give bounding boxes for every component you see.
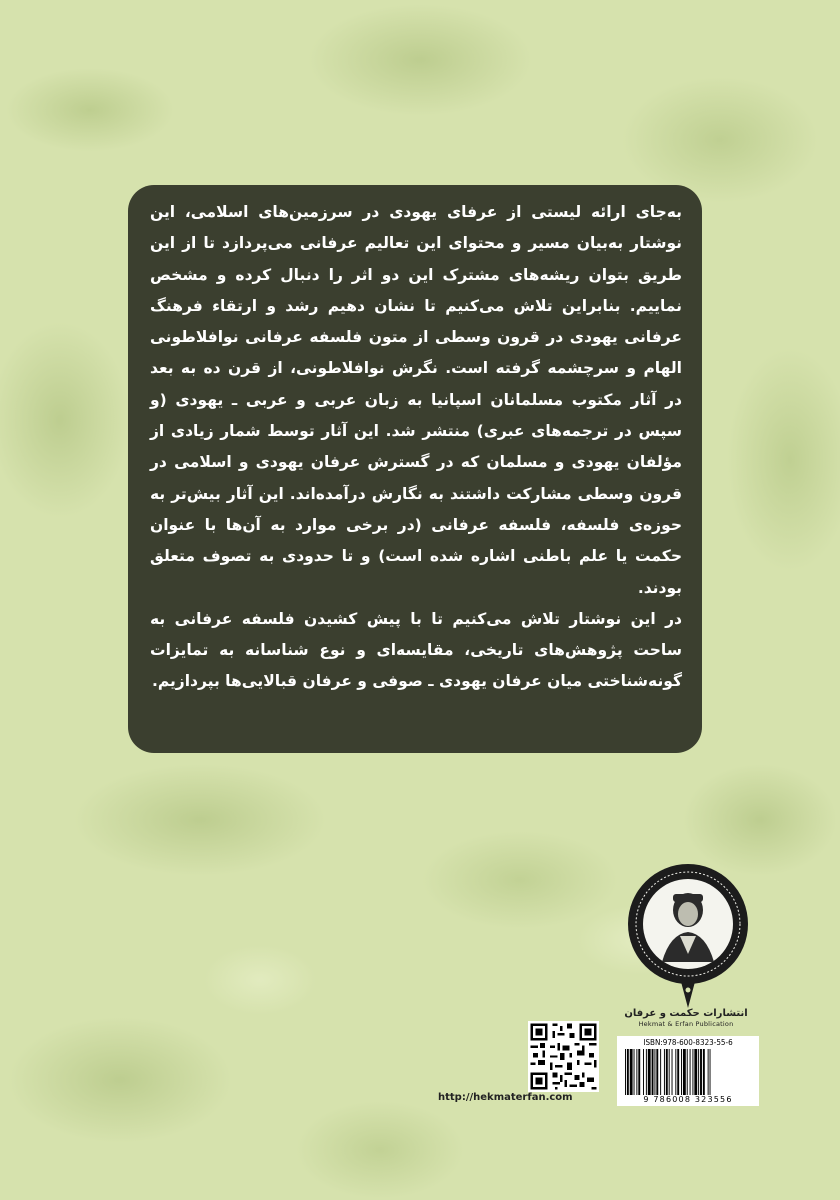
qr-code (528, 1021, 599, 1092)
publisher-website: http://hekmaterfan.com (438, 1092, 573, 1103)
back-cover-blurb (128, 185, 702, 753)
blurb-paragraph-2: در این نوشتار تلاش می‌کنیم تا با پیش کشیدن فلسفه عرفانی به ساحت پژوهش‌های تاریخی، مقایسه‌ای و نوع شناسانه به تمایزات گونه‌شناختی میان عرفان یهودی ـ صوفی و عرفان قبالایی‌ها بپردازیم. (150, 609, 682, 691)
isbn-label: ISBN:978-600-8323-55-6 (643, 1038, 733, 1047)
publisher-name (606, 1008, 766, 1029)
isbn-digits: 9 786008 323556 (643, 1095, 733, 1104)
blurb-paragraph-1: به‌جای ارائه لیستی از عرفای یهودی در سرزمین‌های اسلامی، این نوشتار به‌بیان مسیر و محتوای این تعالیم عرفانی می‌پردازد تا از این طریق بتوان ریشه‌های مشترک این دو اثر را دنبال کرده و مشخص نماییم. بنابراین تلاش می‌کنیم تا نشان دهیم رشد و ارتقاء فرهنگ عرفانی یهودی در قرون وسطی از متون فلسفه عرفانی نوافلاطونی الهام و سرچشمه گرفته است. نگرش نوافلاطونی، از قرن ده به بعد در آثار مکتوب مسلمانان اسپانیا به زبان عربی و عربی ـ یهودی (و سپس در ترجمه‌های عبری) منتشر شد. این آثار توسط شمار زیادی از مؤلفان یهودی و مسلمان که در گسترش عرفان یهودی و اسلامی در قرون وسطی مشارکت داشتند به نگارش درآمده‌اند. این آثار بیش‌تر به حوزه‌ی فلسفه، فلسفه عرفانی (در برخی موارد به آن‌ها با عنوان حکمت یا علم باطنی اشاره شده است) و تا حدودی به تصوف متعلق بودند. (150, 203, 682, 597)
publisher-name-en: Hekmat & Erfan Publication (638, 1020, 734, 1028)
publisher-seal-icon (622, 862, 754, 1012)
qr-code-icon (528, 1021, 599, 1092)
publisher-name-fa: انتشارات حکمت و عرفان (624, 1008, 748, 1019)
isbn-barcode (617, 1036, 759, 1106)
barcode-icon (623, 1049, 753, 1095)
publisher-logo (622, 862, 754, 1012)
